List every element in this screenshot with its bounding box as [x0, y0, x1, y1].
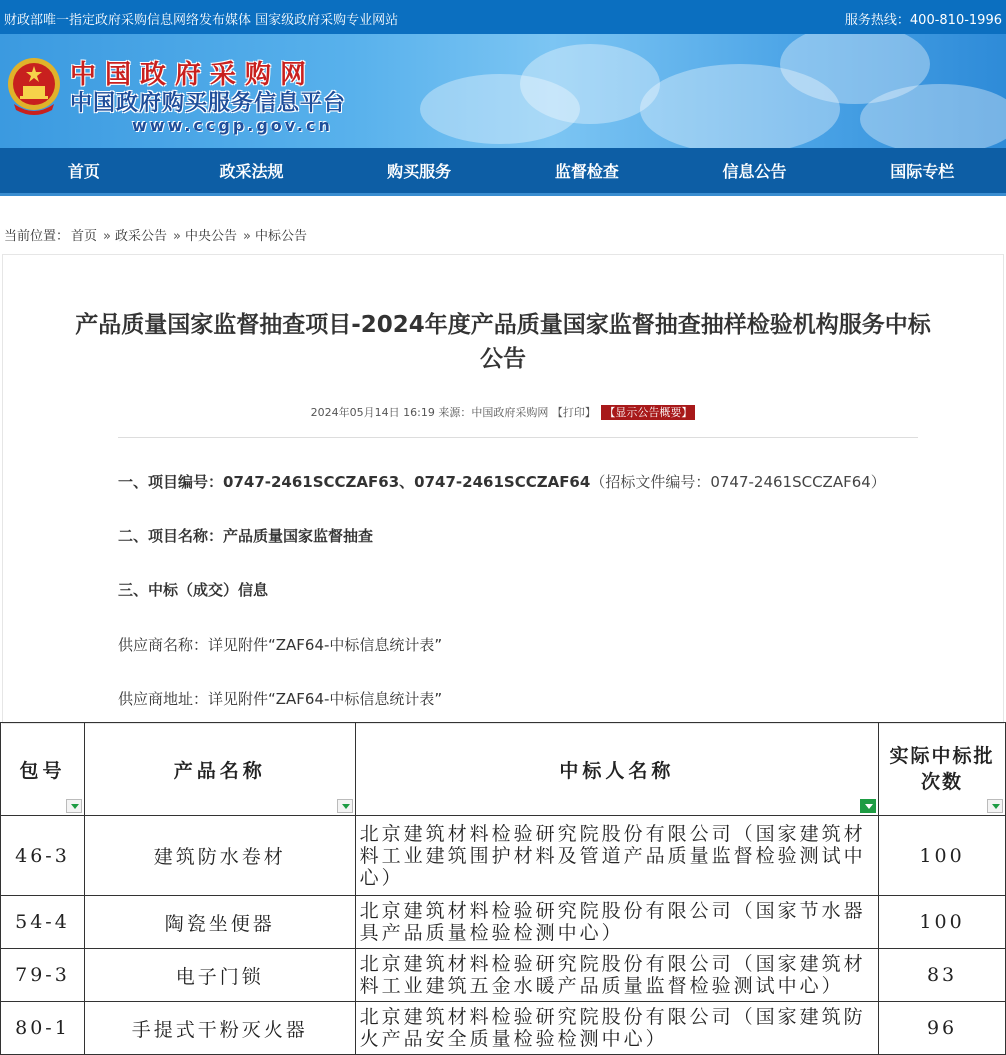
- article-title: [10, 308, 996, 376]
- table-header-row: [1, 723, 1006, 816]
- tender-doc-number: （招标文件编号：0747-2461SCCZAF64）: [590, 473, 886, 491]
- cell-winner-name: 北京建筑材料检验研究院股份有限公司（国家建筑防火产品安全质量检验检测中心）: [355, 1002, 878, 1055]
- title-divider: [118, 437, 918, 438]
- article-title-line-2: 公告: [480, 346, 526, 372]
- project-number-label: 一、项目编号：: [118, 473, 224, 491]
- cell-package-no: 80-1: [1, 1002, 85, 1055]
- cell-winner-name: 北京建筑材料检验研究院股份有限公司（国家建筑材料工业建筑围护材料及管道产品质量监督检验测试中心）: [355, 816, 878, 896]
- nav-item-regulations[interactable]: 政采法规: [219, 162, 284, 181]
- award-info-heading: 三、中标（成交）信息: [118, 581, 269, 599]
- filter-active-icon[interactable]: [860, 799, 876, 813]
- cell-batch-count: 100: [879, 816, 1006, 896]
- filter-dropdown-icon[interactable]: [987, 799, 1003, 813]
- nav-item-announcements[interactable]: 信息公告: [722, 162, 787, 181]
- project-number-value: 0747-2461SCCZAF63、0747-2461SCCZAF64: [223, 473, 591, 491]
- supplier-name: 供应商名称：详见附件“ZAF64-中标信息统计表”: [118, 636, 443, 654]
- breadcrumb-separator: »: [103, 229, 111, 244]
- cell-product-name: 电子门锁: [84, 949, 355, 1002]
- breadcrumb-separator: »: [173, 229, 181, 244]
- nav-item-home[interactable]: 首页: [67, 162, 100, 181]
- breadcrumb-link-procurement[interactable]: 政采公告: [115, 229, 168, 244]
- header-product-name: 产品名称: [84, 723, 355, 816]
- header-batch-count: 实际中标批 次数: [879, 723, 1006, 816]
- breadcrumb-label: 当前位置：: [4, 229, 70, 244]
- table-row: [1, 1002, 1006, 1055]
- cell-batch-count: 83: [879, 949, 1006, 1002]
- header-winner-name: 中标人名称: [355, 723, 878, 816]
- filter-dropdown-icon[interactable]: [66, 799, 82, 813]
- cell-product-name: 手提式干粉灭火器: [84, 1002, 355, 1055]
- nav-item-purchase-services[interactable]: 购买服务: [387, 162, 452, 181]
- article-date: 2024年05月14日 16:19: [310, 406, 435, 419]
- cell-package-no: 46-3: [1, 816, 85, 896]
- breadcrumb: [4, 225, 309, 244]
- main-nav: [0, 148, 1006, 196]
- supplier-address: 供应商地址：详见附件“ZAF64-中标信息统计表”: [118, 690, 443, 708]
- award-table: [0, 722, 1006, 1055]
- article-source: 中国政府采购网: [471, 406, 549, 419]
- top-slogan-bar: [0, 0, 1006, 34]
- cell-product-name: 陶瓷坐便器: [84, 896, 355, 949]
- cell-winner-name: 北京建筑材料检验研究院股份有限公司（国家节水器具产品质量检验检测中心）: [355, 896, 878, 949]
- site-logo-subtitle: 中国政府购买服务信息平台: [70, 91, 347, 116]
- cell-product-name: 建筑防水卷材: [84, 816, 355, 896]
- site-header-banner: [0, 34, 1006, 148]
- table-row: [1, 816, 1006, 896]
- site-logo-title[interactable]: 中国政府采购网: [70, 60, 316, 90]
- cell-winner-name: 北京建筑材料检验研究院股份有限公司（国家建筑材料工业建筑五金水暖产品质量监督检验测试中心）: [355, 949, 878, 1002]
- project-number: [118, 471, 886, 492]
- breadcrumb-link-central[interactable]: 中央公告: [184, 229, 237, 244]
- site-logo-url: www.ccgp.gov.cn: [132, 116, 333, 135]
- cell-package-no: 54-4: [1, 896, 85, 949]
- table-row: [1, 949, 1006, 1002]
- service-hotline: 服务热线：400-810-1996: [844, 13, 1002, 28]
- breadcrumb-link-award[interactable]: 中标公告: [254, 229, 307, 244]
- site-slogan: 财政部唯一指定政府采购信息网络发布媒体 国家级政府采购专业网站: [4, 13, 399, 28]
- cell-package-no: 79-3: [1, 949, 85, 1002]
- cell-batch-count: 96: [879, 1002, 1006, 1055]
- cell-batch-count: 100: [879, 896, 1006, 949]
- show-overview-button[interactable]: 【显示公告概要】: [601, 405, 695, 420]
- nav-item-international[interactable]: 国际专栏: [890, 162, 955, 181]
- national-emblem-icon: [6, 54, 62, 118]
- header-package-no: 包号: [1, 723, 85, 816]
- article-meta: [0, 404, 1006, 420]
- table-row: [1, 896, 1006, 949]
- nav-item-supervision[interactable]: 监督检查: [554, 162, 619, 181]
- filter-dropdown-icon[interactable]: [337, 799, 353, 813]
- article-title-line-1: 产品质量国家监督抽查项目-2024年度产品质量国家监督抽查抽样检验机构服务中标: [75, 312, 931, 338]
- source-label: 来源：: [438, 406, 472, 419]
- breadcrumb-link-home[interactable]: 首页: [71, 229, 98, 244]
- print-link[interactable]: 【打印】: [551, 406, 596, 419]
- project-name: 二、项目名称：产品质量国家监督抽查: [118, 527, 374, 545]
- breadcrumb-separator: »: [243, 229, 251, 244]
